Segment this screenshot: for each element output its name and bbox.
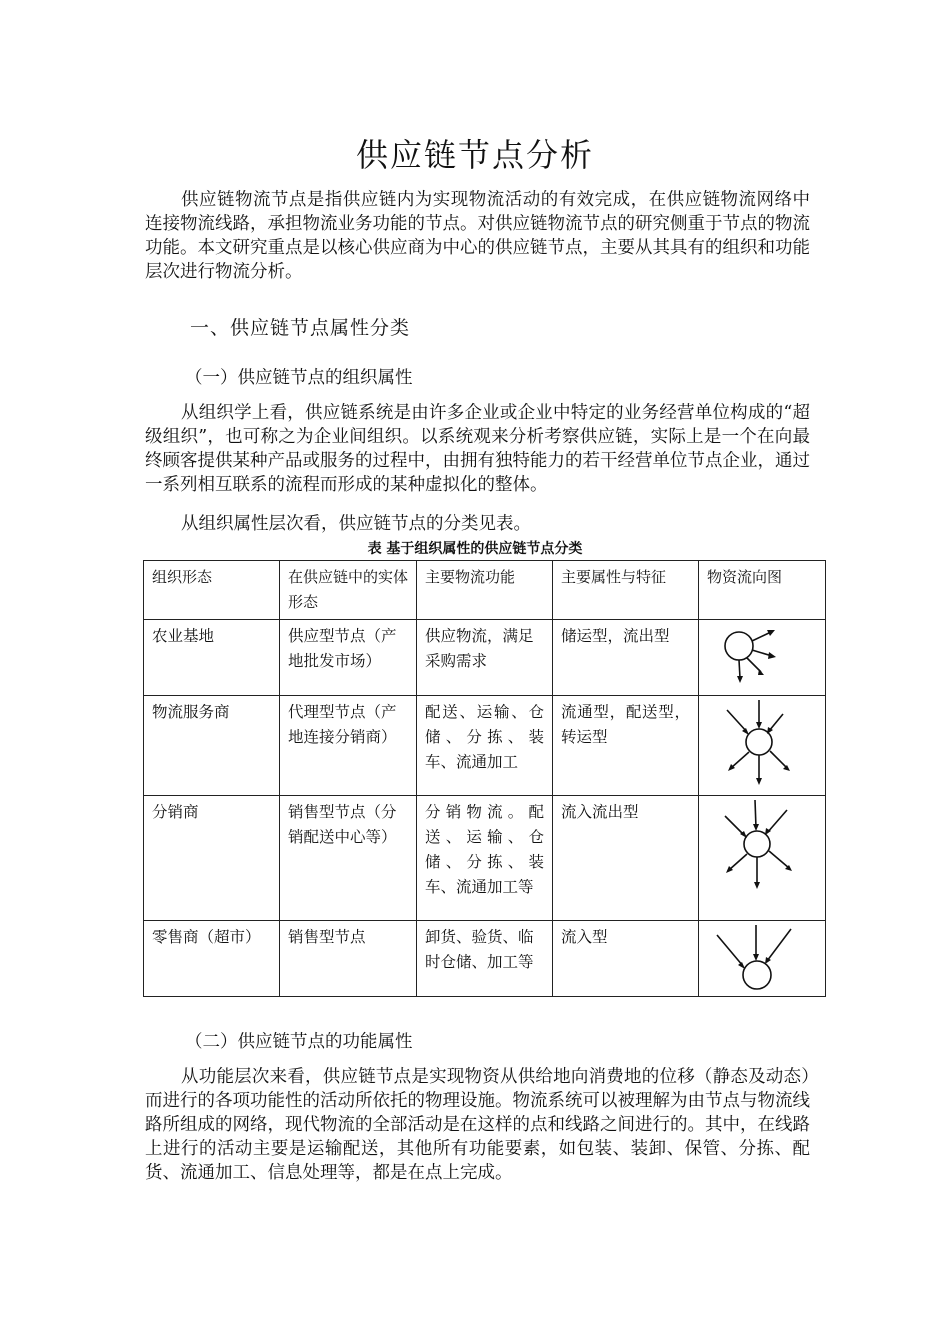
cell-attribute: 流入流出型	[553, 796, 699, 921]
outflow-diagram-icon	[707, 622, 817, 690]
cell-attribute: 流入型	[553, 921, 699, 997]
subsection-heading-function: （二）供应链节点的功能属性	[185, 1032, 413, 1052]
cell-diagram	[699, 796, 826, 921]
table-header-row	[144, 561, 826, 620]
header-cell: 在供应链中的实体形态	[280, 561, 417, 620]
cell-diagram	[699, 696, 826, 796]
cell-diagram	[699, 620, 826, 696]
cell-form: 零售商（超市）	[144, 921, 280, 997]
cell-diagram	[699, 921, 826, 997]
cell-entity: 供应型节点（产地批发市场）	[280, 620, 417, 696]
node-classification-table	[143, 560, 826, 997]
inflow-outflow-diagram-icon	[707, 796, 817, 896]
cell-attribute: 流通型，配送型，转运型	[553, 696, 699, 796]
cell-function: 配送、运输、仓储、分拣、装车、流通加工	[417, 696, 553, 796]
header-cell: 组织形态	[144, 561, 280, 620]
cell-form: 物流服务商	[144, 696, 280, 796]
function-paragraph: 从功能层次来看，供应链节点是实现物资从供给地向消费地的位移（静态及动态）而进行的各项功能性的活动所依托的物理设施。物流系统可以被理解为由节点与物流线路所组成的网络，现代物流的全部活动是在这样的点和线路之间进行的。其中，在线路上进行的活动主要是运输配送，其他所有功能要素，如包装、装卸、保管、分拣、配货、流通加工、信息处理等，都是在点上完成。	[145, 1067, 810, 1183]
table-row	[144, 796, 826, 921]
cell-entity: 销售型节点	[280, 921, 417, 997]
header-cell: 主要属性与特征	[553, 561, 699, 620]
table-intro-paragraph: 从组织属性层次看，供应链节点的分类见表。	[181, 514, 531, 534]
table-caption: 表 基于组织属性的供应链节点分类	[367, 541, 583, 557]
table-row	[144, 921, 826, 997]
section-heading: 一、供应链节点属性分类	[190, 317, 411, 339]
cell-entity: 销售型节点（分销配送中心等）	[280, 796, 417, 921]
organization-paragraph: 从组织学上看，供应链系统是由许多企业或企业中特定的业务经营单位构成的“超级组织”，也可称之为企业间组织。以系统观来分析考察供应链，实际上是一个在向最终顾客提供某种产品或服务的过程中，由拥有独特能力的若干经营单位节点企业，通过一系列相互联系的流程而形成的某种虚拟化的整体。	[145, 403, 810, 495]
intro-paragraph: 供应链物流节点是指供应链内为实现物流活动的有效完成，在供应链物流网络中连接物流线路，承担物流业务功能的节点。对供应链物流节点的研究侧重于节点的物流功能。本文研究重点是以核心供应商为中心的供应链节点，主要从其具有的组织和功能层次进行物流分析。	[145, 190, 810, 282]
table-row	[144, 696, 826, 796]
inflow-diagram-icon	[707, 921, 817, 993]
cell-form: 分销商	[144, 796, 280, 921]
transit-diagram-icon	[707, 696, 817, 792]
page-title: 供应链节点分析	[355, 136, 594, 174]
cell-attribute: 储运型，流出型	[553, 620, 699, 696]
cell-entity: 代理型节点（产地连接分销商）	[280, 696, 417, 796]
header-cell: 主要物流功能	[417, 561, 553, 620]
table-row	[144, 620, 826, 696]
cell-function: 供应物流，满足采购需求	[417, 620, 553, 696]
subsection-heading-organization: （一）供应链节点的组织属性	[185, 368, 413, 388]
cell-function: 分销物流。配送、运输、仓储、分拣、装车、流通加工等	[417, 796, 553, 921]
cell-function: 卸货、验货、临时仓储、加工等	[417, 921, 553, 997]
cell-form: 农业基地	[144, 620, 280, 696]
header-cell: 物资流向图	[699, 561, 826, 620]
